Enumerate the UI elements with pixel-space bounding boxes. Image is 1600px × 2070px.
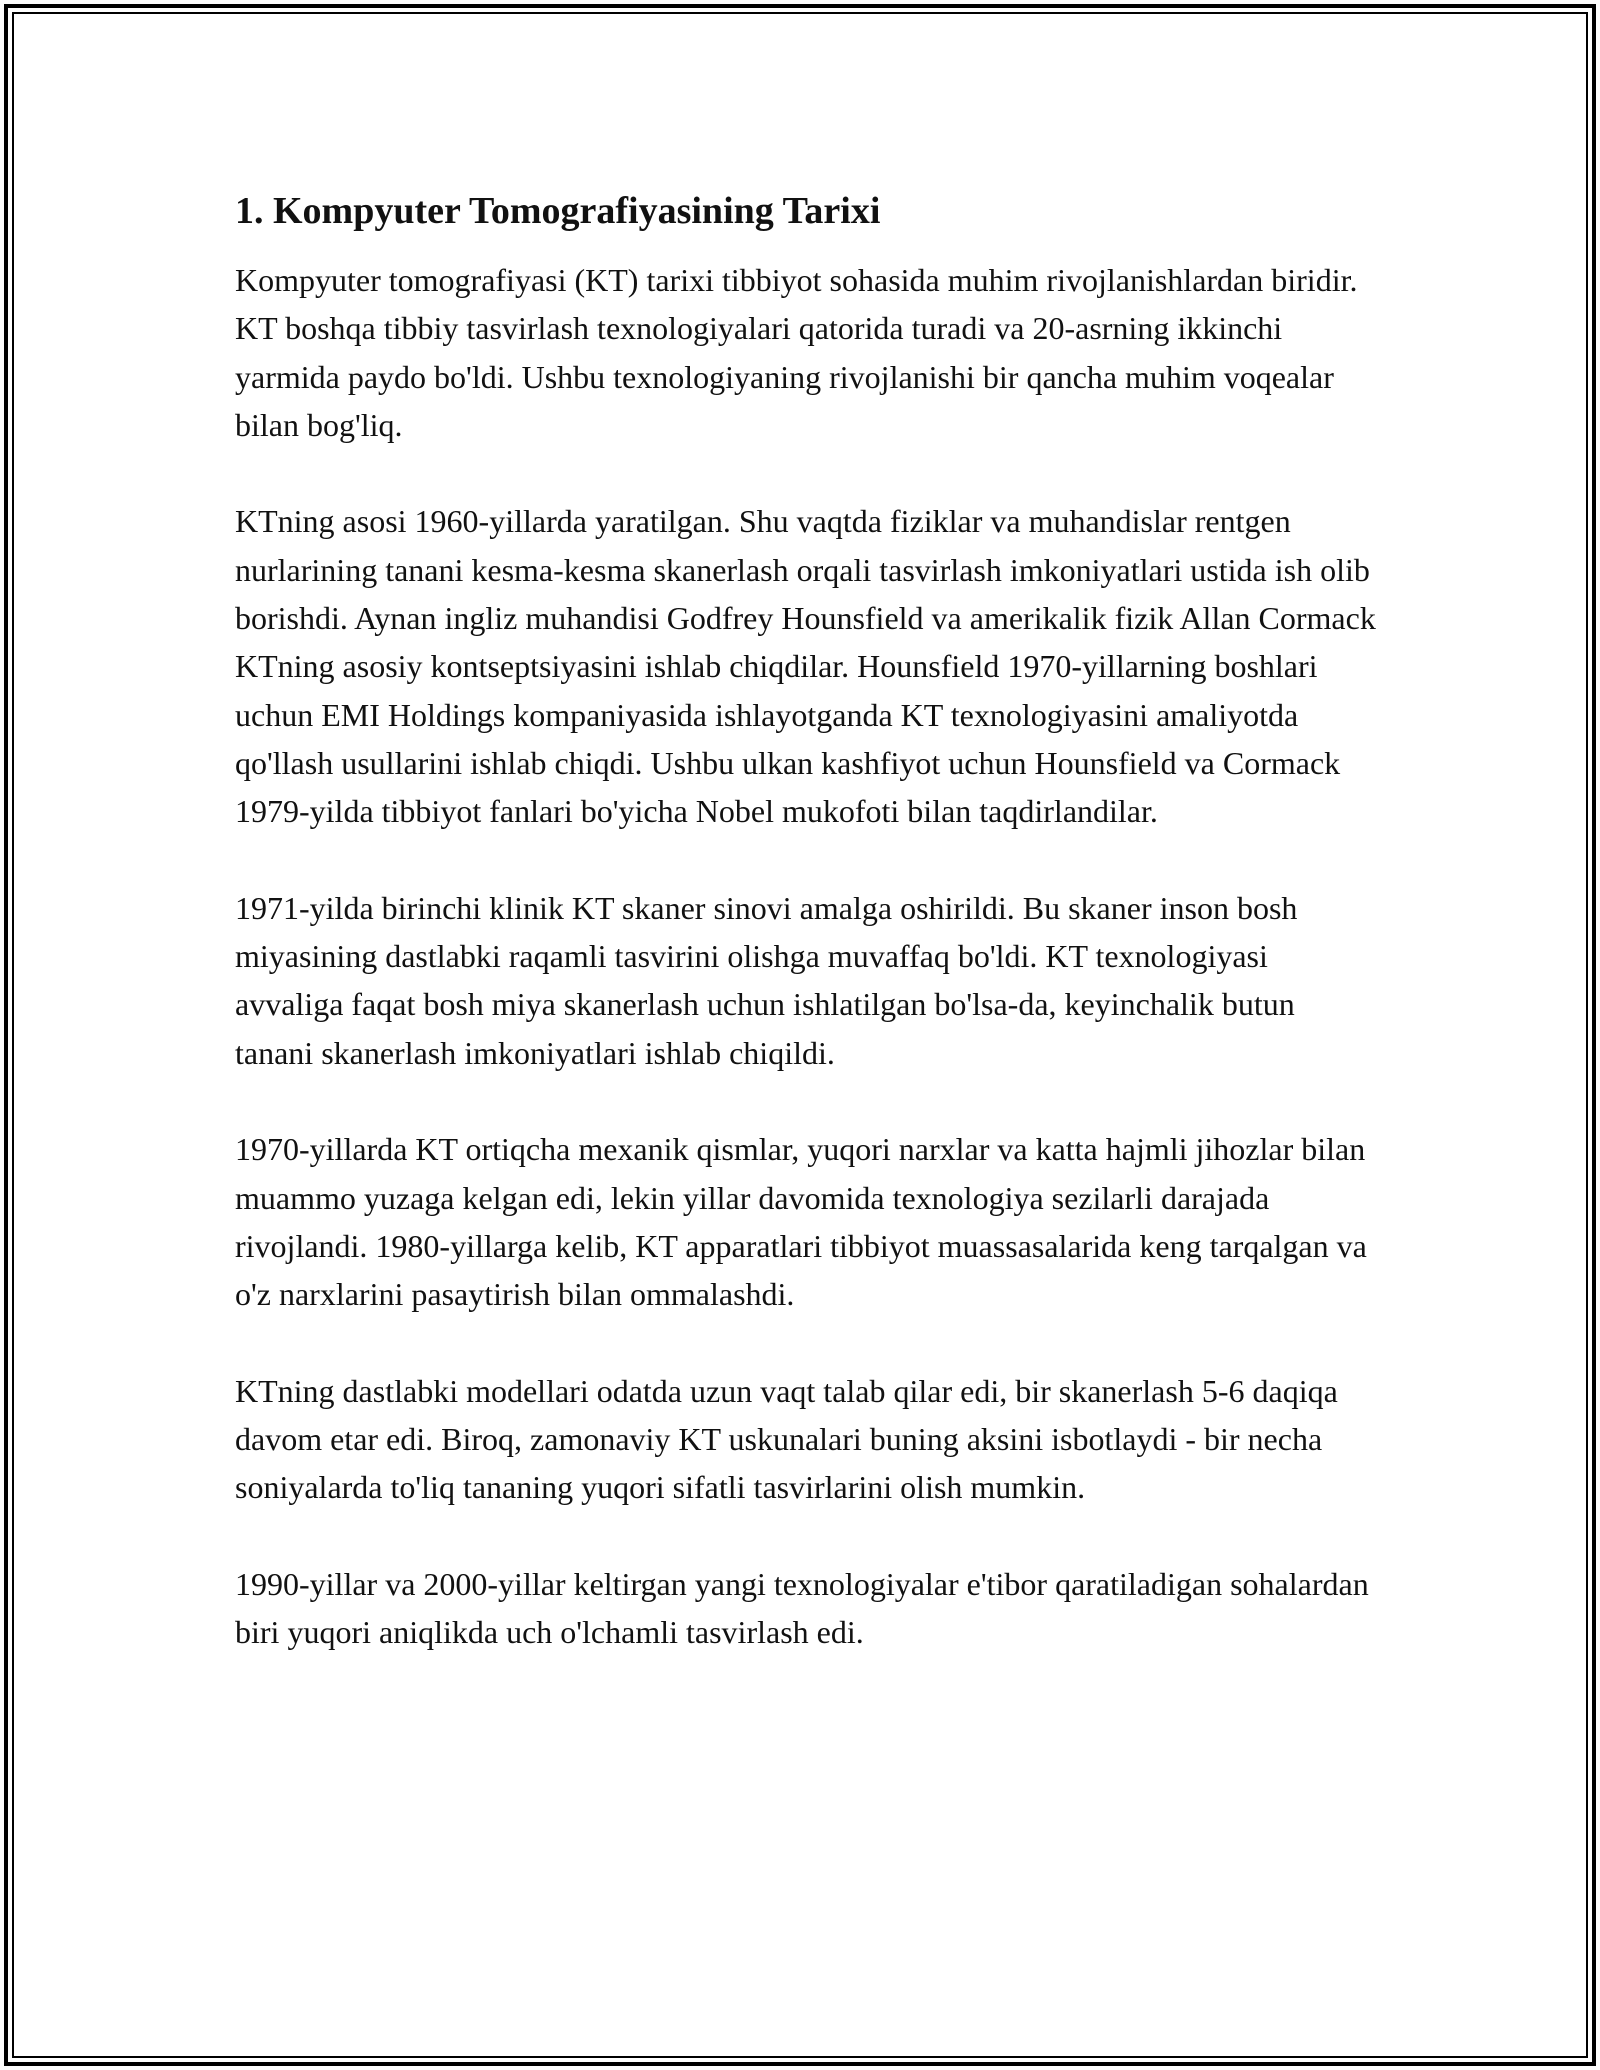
paragraph-intro: Kompyuter tomografiyasi (KT) tarixi tibbiyot sohasida muhim rivojlanishlardan biridir. KT boshqa tibbiy tasvirlash texnologiyalari qatorida turadi va 20-asrning ikkinchi yarmida paydo bo'ldi. Ushbu texnologiyaning rivojlanishi bir qancha muhim voqealar bilan bog'liq.: [235, 262, 1358, 443]
paragraph-first-scanner: 1971-yilda birinchi klinik KT skaner sinovi amalga oshirildi. Bu skaner inson bosh miyasining dastlabki raqamli tasvirini olishga muvaffaq bo'ldi. KT texnologiyasi avvaliga faqat bosh miya skanerlash uchun ishlatilgan bo'lsa-da, keyinchalik butun tanani skanerlash imkoniyatlari ishlab chiqildi.: [235, 889, 1298, 1071]
paragraph-origins: KTning asosi 1960-yillarda yaratilgan. Shu vaqtda fiziklar va muhandislar rentgen nurlarining tanani kesma-kesma skanerlash orqali tasvirlash imkoniyatlari ustida ish olib borishdi. Aynan ingliz muhandisi Godfrey Hounsfield va amerikalik fizik Allan Cormack KTning asosiy kontseptsiyasini ishlab chiqdilar. Hounsfield 1970-yillarning boshlari uchun EMI Holdings kompaniyasida ishlayotganda KT texnologiyasini amaliyotda qo'llash usullarini ishlab chiqdi. Ushbu ulkan kashfiyot uchun Hounsfield va Cormack 1979-yilda tibbiyot fanlari bo'yicha Nobel mukofoti bilan taqdirlandilar.: [235, 503, 1376, 830]
paragraph-scan-speed: KTning dastlabki modellari odatda uzun vaqt talab qilar edi, bir skanerlash 5-6 daqiqa davom etar edi. Biroq, zamonaviy KT uskunalari buning aksini isbotlaydi - bir necha soniyalarda to'liq tananing yuqori sifatli tasvirlarini olish mumkin.: [235, 1372, 1338, 1506]
paragraph-3d-imaging: 1990-yillar va 2000-yillar keltirgan yangi texnologiyalar e'tibor qaratiladigan sohalardan biri yuqori aniqlikda uch o'lchamli tasvirlash edi.: [235, 1566, 1369, 1651]
paragraph-1970s-development: 1970-yillarda KT ortiqcha mexanik qismlar, yuqori narxlar va katta hajmli jihozlar bilan muammo yuzaga kelgan edi, lekin yillar davomida texnologiya sezilarli darajada rivojlandi. 1980-yillarga kelib, KT apparatlari tibbiyot muassasalarida keng tarqalgan va o'z narxlarini pasaytirish bilan ommalashdi.: [235, 1131, 1367, 1313]
section-title: 1. Kompyuter Tomografiyasining Tarixi: [235, 190, 881, 232]
document-body: [235, 186, 1380, 1705]
